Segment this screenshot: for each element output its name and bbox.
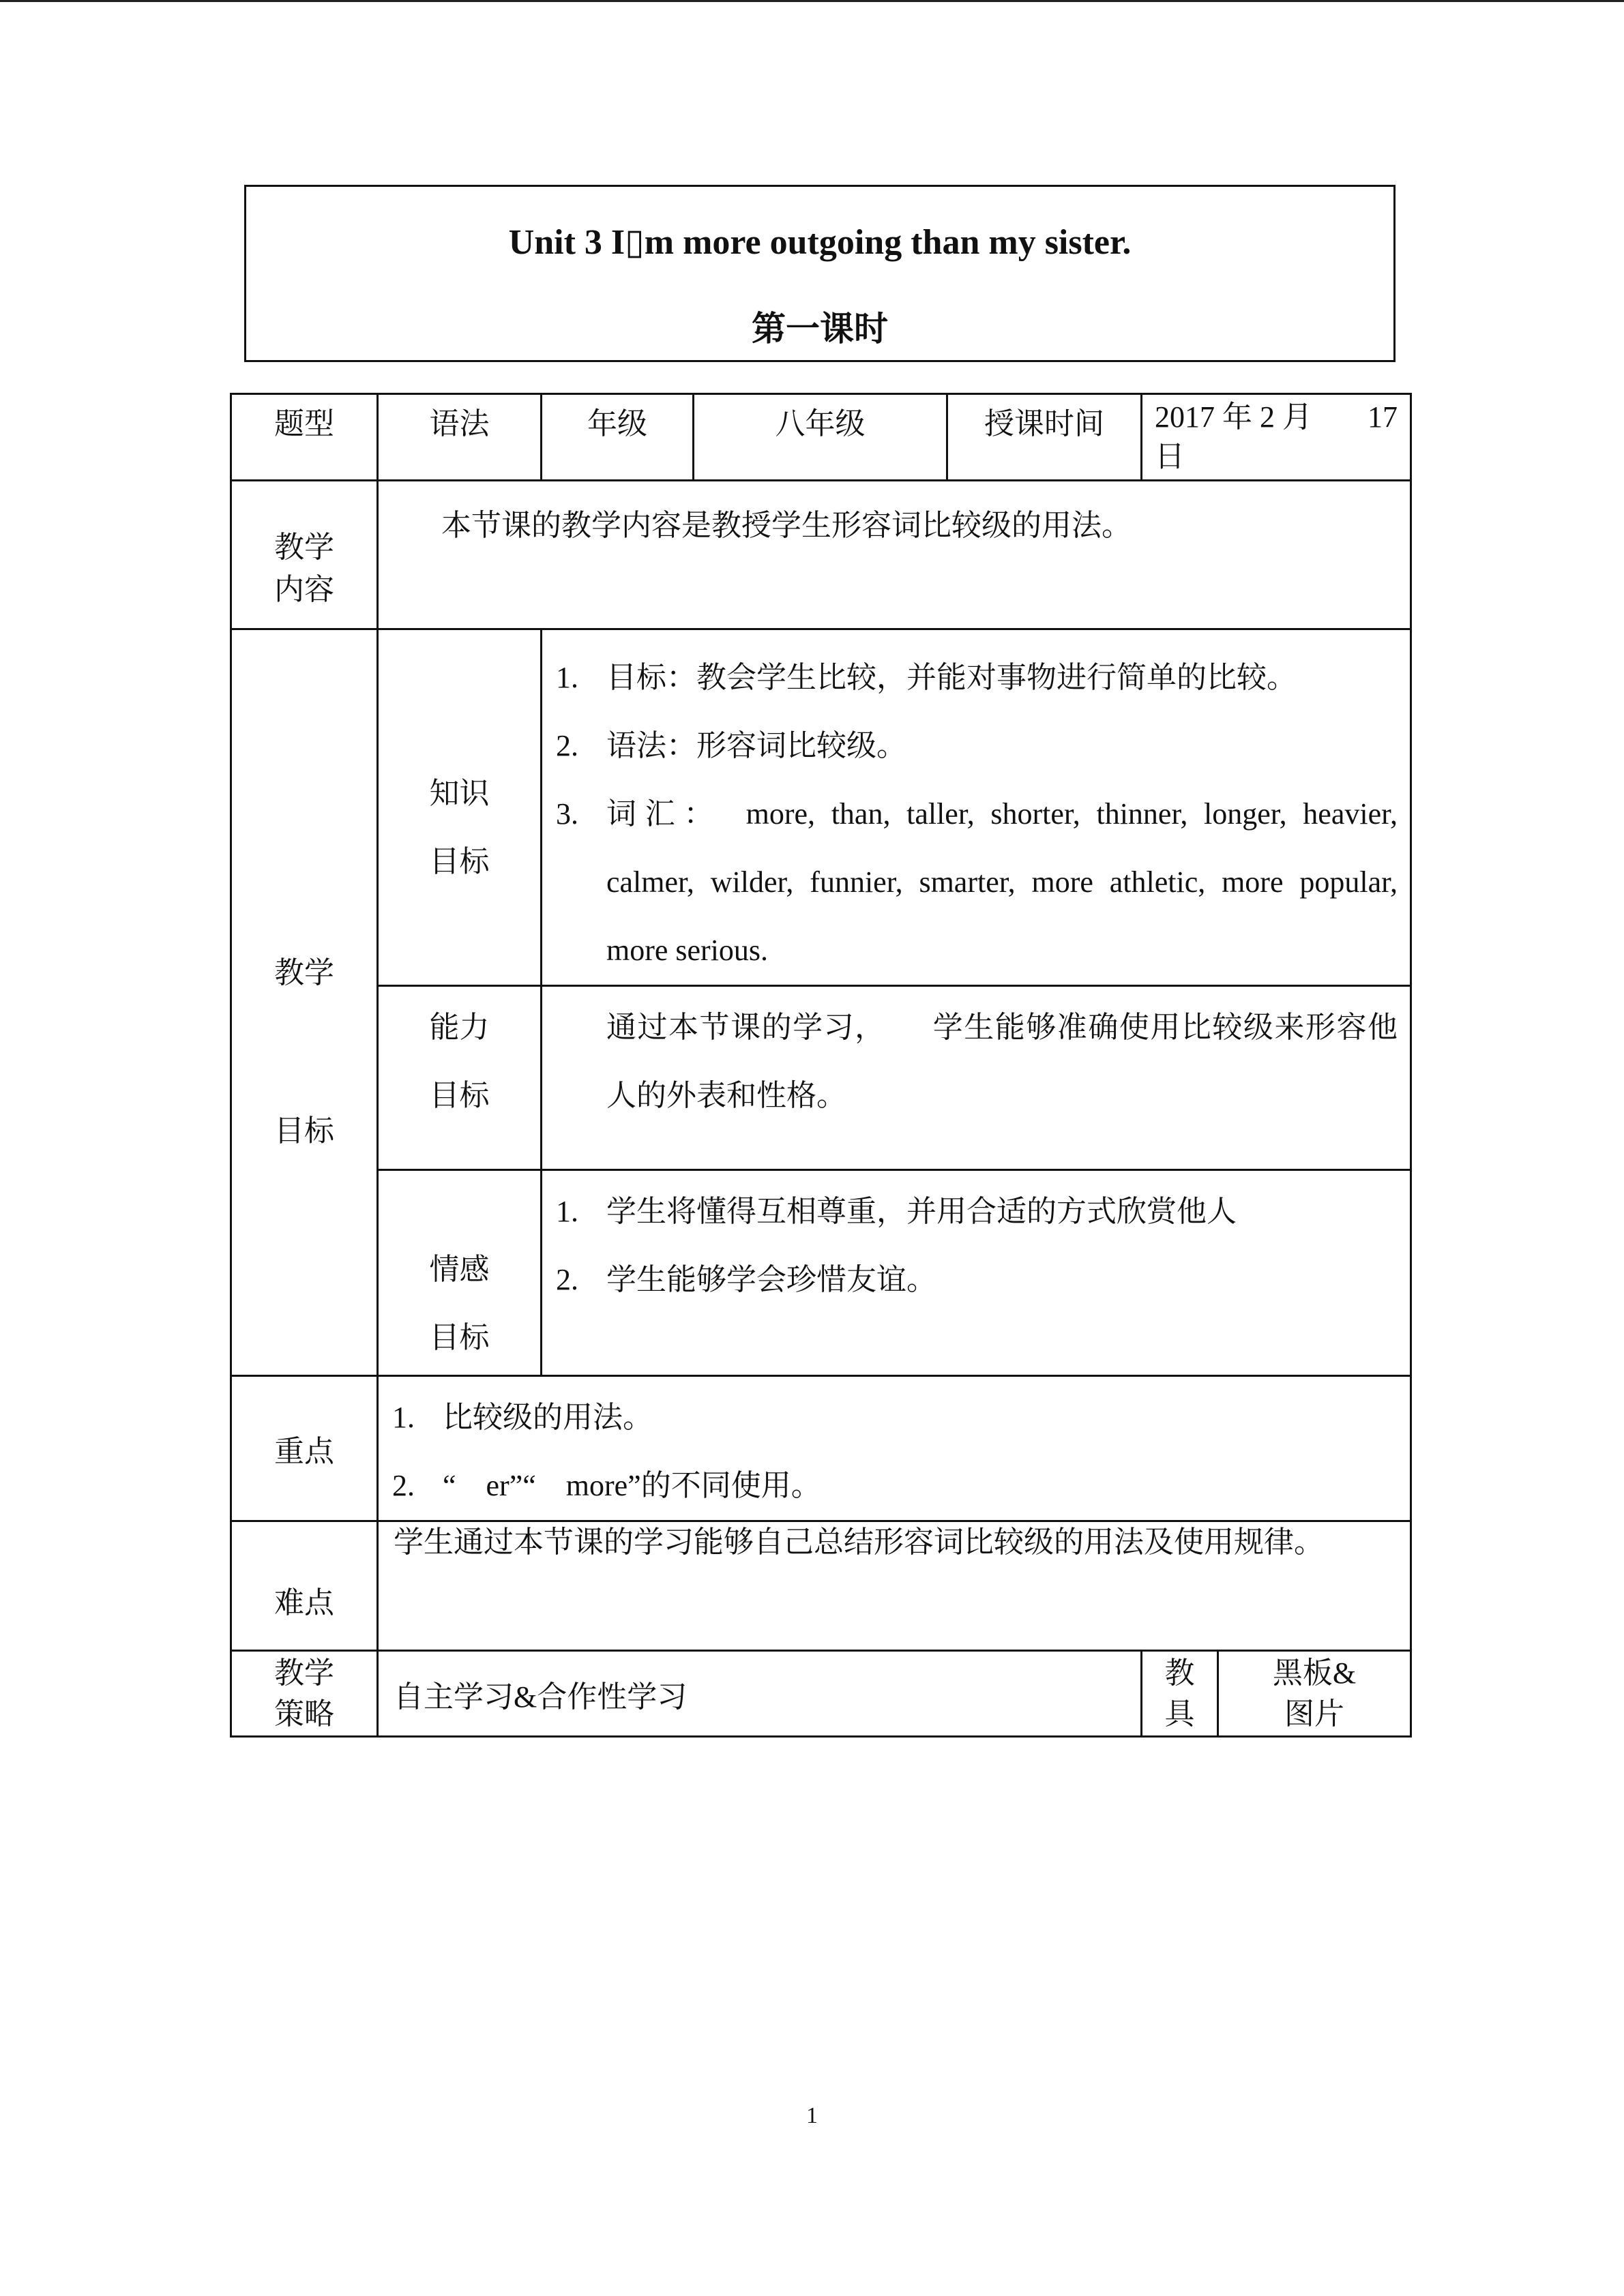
list-item: 1. 目标：教会学生比较，并能对事物进行简单的比较。: [556, 661, 1297, 694]
list-item: 2. 学生能够学会珍惜友谊。: [556, 1263, 936, 1296]
teaching-time-day: 17: [1368, 400, 1398, 434]
key-points-label: 重点: [231, 1376, 378, 1521]
grade-value: 八年级: [694, 394, 947, 481]
list-item: 3. 词汇： more, than, taller, shorter, thinner, longer, heavier, calmer, wilder, funnier, smarter, more athletic, more popular, more serious.: [556, 797, 1398, 967]
lesson-plan-table: [230, 393, 1412, 1738]
grade-label: 年级: [542, 394, 694, 481]
strategy-text: 自主学习&合作性学习: [378, 1651, 1142, 1737]
emotion-label-line2: 目标: [429, 1320, 490, 1354]
tools-value-line2: 图片: [1284, 1697, 1344, 1731]
emotion-goal-label: [378, 1170, 542, 1376]
list-item: 2. “ er”“ more”的不同使用。: [392, 1469, 821, 1502]
knowledge-goal-list: [556, 644, 1398, 985]
type-value: 语法: [378, 394, 542, 481]
content-row: [231, 481, 1411, 629]
difficulties-row: [231, 1521, 1411, 1651]
tools-label-line2: 具: [1164, 1697, 1195, 1731]
key-points-list: [392, 1384, 1398, 1520]
content-label: [231, 481, 378, 629]
strategy-row: [231, 1651, 1411, 1737]
lesson-title: 第一课时: [752, 310, 888, 348]
content-text: 本节课的教学内容是教授学生形容词比较级的用法。: [378, 481, 1411, 629]
title-box: [244, 185, 1396, 362]
tools-label: [1142, 1651, 1218, 1737]
tools-value: [1218, 1651, 1411, 1737]
list-item: 1. 比较级的用法。: [392, 1401, 653, 1434]
tools-label-line1: 教: [1164, 1656, 1195, 1690]
knowledge-goal-label: [378, 629, 542, 986]
teaching-time-value: [1142, 394, 1411, 481]
goals-label-line1: 教学: [274, 956, 334, 989]
ability-goal-text-body: 通过本节课的学习， 学生能够准确使用比较级来形容他人的外表和性格。: [606, 1011, 1398, 1112]
type-label: 题型: [231, 394, 378, 481]
emotion-goal-list: [556, 1178, 1398, 1314]
emotion-label-line1: 情感: [429, 1252, 490, 1286]
unit-title: Unit 3 I▯m more outgoing than my sister.: [508, 223, 1132, 262]
knowledge-label-line1: 知识: [429, 777, 490, 810]
key-points-content: [378, 1376, 1411, 1521]
strategy-label-line1: 教学: [274, 1656, 334, 1690]
goals-label-line2: 目标: [274, 1114, 334, 1148]
list-item: 2. 语法：形容词比较级。: [556, 729, 906, 762]
top-border-line: [0, 0, 1624, 2]
strategy-label: [231, 1651, 378, 1737]
ability-goal-text: [542, 986, 1411, 1170]
teaching-time-day-suffix: 日: [1155, 440, 1185, 473]
content-label-line2: 内容: [274, 572, 334, 606]
teaching-time-month: 2017 年 2 月: [1155, 400, 1312, 434]
ability-label-line2: 目标: [429, 1079, 490, 1112]
emotion-goal-row: [231, 1170, 1411, 1376]
page-number: 1: [806, 2103, 818, 2128]
ability-goal-row: [231, 986, 1411, 1170]
list-item: 1. 学生将懂得互相尊重，并用合适的方式欣赏他人: [556, 1195, 1237, 1228]
difficulties-label: 难点: [231, 1521, 378, 1651]
tools-value-line1: 黑板&: [1272, 1656, 1357, 1690]
knowledge-label-line2: 目标: [429, 845, 490, 878]
strategy-label-line2: 策略: [274, 1697, 334, 1731]
key-points-row: [231, 1376, 1411, 1521]
knowledge-goal-content: [542, 629, 1411, 986]
header-row: [231, 394, 1411, 481]
ability-goal-label: [378, 986, 542, 1170]
difficulties-text: 学生通过本节课的学习能够自己总结形容词比较级的用法及使用规律。: [378, 1521, 1411, 1651]
content-label-line1: 教学: [274, 530, 334, 564]
ability-label-line1: 能力: [429, 1011, 490, 1044]
teaching-time-label: 授课时间: [947, 394, 1142, 481]
emotion-goal-content: [542, 1170, 1411, 1376]
goals-label: [231, 629, 378, 1376]
knowledge-goal-row: [231, 629, 1411, 986]
